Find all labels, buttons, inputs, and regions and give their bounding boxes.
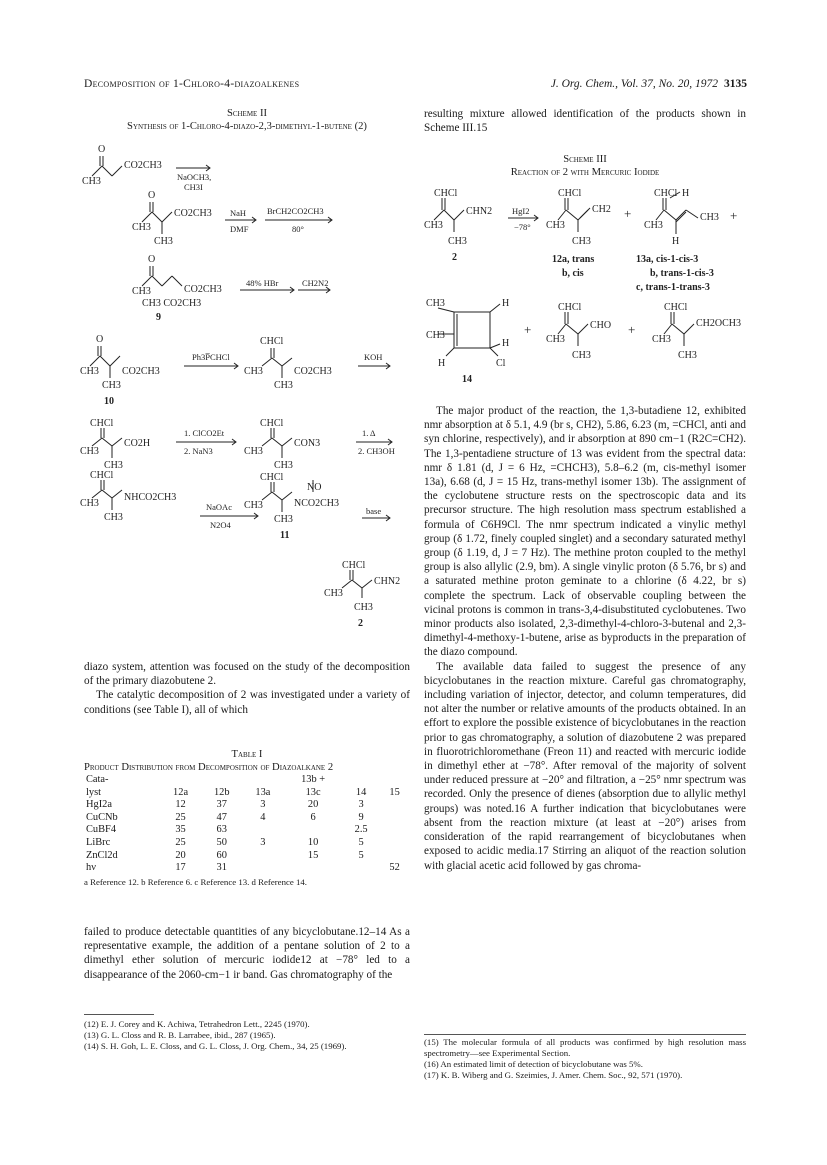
- methyl-label: CH3: [244, 446, 263, 457]
- methyl-label: CH3: [132, 286, 151, 297]
- table-cell: [243, 862, 284, 875]
- methyl-label: CH3: [274, 380, 293, 391]
- table-header-cell: 12b: [213, 786, 230, 798]
- methyl-label: CH3: [644, 220, 663, 231]
- methyl-label: CH3: [426, 298, 445, 309]
- methyl-label: CH3: [424, 220, 443, 231]
- table-cell: 25: [175, 811, 186, 823]
- carbonyl-oxygen: O: [96, 334, 104, 345]
- table-cell: 63: [216, 824, 227, 836]
- reagent-methanol: 2. CH3OH: [358, 446, 395, 456]
- table-row: [84, 862, 410, 875]
- journal-name: J. Org. Chem., Vol. 37, No. 20, 1972: [550, 78, 718, 90]
- table-header-cell: 15: [389, 786, 400, 798]
- table-cell: CuCNb: [86, 811, 118, 823]
- table-cell: [379, 824, 410, 837]
- table-cell: [243, 850, 284, 863]
- table-i-title: Product Distribution from Decomposition of Diazoalkane 2: [84, 762, 334, 773]
- table-header-row: [84, 774, 410, 799]
- compound-2-label: 2: [358, 618, 363, 629]
- vinyl-chloride-label: CHCl: [654, 188, 678, 199]
- scheme-iii-diagram: [424, 184, 746, 406]
- vinyl-chloride-label: CHCl: [90, 470, 114, 481]
- product-distribution-table: [84, 774, 410, 875]
- footnote-14: (14) S. H. Goh, L. E. Closs, and G. L. Closs, J. Org. Chem., 34, 25 (1969).: [84, 1041, 347, 1051]
- table-cell: 15: [307, 849, 319, 861]
- methyl-label: CH3: [132, 222, 151, 233]
- table-row: [84, 824, 410, 837]
- methyl-label: CH3: [700, 212, 719, 223]
- methyl-label: CH3: [274, 514, 293, 525]
- table-cell: LiBrc: [86, 836, 111, 848]
- page-number: 3135: [724, 78, 747, 90]
- compound-12-label: 12a, trans: [552, 254, 595, 265]
- footnote-13: (13) G. L. Closs and R. B. Larrabee, ibid., 287 (1965).: [84, 1030, 276, 1040]
- ester-label: CO2CH3: [124, 160, 162, 171]
- footnote-rule: [84, 1014, 154, 1015]
- vinyl-chloride-label: CHCl: [664, 302, 688, 313]
- footnote-17: (17) K. B. Wiberg and G. Szeimies, J. Amer. Chem. Soc., 92, 571 (1970).: [424, 1070, 683, 1080]
- table-header-cell: 13a: [255, 786, 271, 798]
- table-cell: 10: [307, 836, 319, 848]
- footnote-16: (16) An estimated limit of detection of bicyclobutane was 5%.: [424, 1059, 643, 1069]
- compound-2-label: 2: [452, 252, 457, 263]
- carbonyl-oxygen: O: [98, 144, 106, 155]
- scheme-iii-block: [424, 153, 746, 179]
- reagent-heat: 1. Δ: [362, 428, 376, 438]
- table-cell: 37: [216, 799, 227, 811]
- compound-12b-label: b, cis: [562, 268, 584, 279]
- left-body-continued: [84, 925, 410, 982]
- running-header: [84, 78, 747, 96]
- left-footnotes: [84, 1008, 410, 1052]
- reagent-bromoacetate: BrCH2CO2CH3: [267, 206, 324, 216]
- diazo-label: CHN2: [374, 576, 401, 587]
- methyl-label: CH3: [324, 588, 343, 599]
- footnote-15: (15) The molecular formula of all products was confirmed by high resolution mass spectrometry—see Experimental Section.: [424, 1037, 746, 1058]
- ester-label: CO2CH3: [122, 366, 160, 377]
- reagent-koh: KOH: [364, 352, 383, 362]
- methyl-label: CH3: [546, 334, 565, 345]
- carbonyl-oxygen: O: [148, 190, 156, 201]
- compound-13-label: 13a, cis-1-cis-3: [636, 254, 699, 265]
- right-paragraph-2: The available data failed to suggest the presence of any bicyclobutanes in the reaction mixture. Careful gas chromatography, including variation of injector, detector, and column temperatures, did not alter the number or relative amounts of the products obtained. In an effort to explore the possible existence of bicyclobutanes in the reaction prior to gas chromatography, a solution of diazobutene 2 was prepared in fluorotrichloromethane (Freon 11) and reacted with mercuric iodide in dimethyl ether at −78°. After removal of the majority of solvent under reduced pressure at −20° and filtration, a −25° nmr spectrum was recorded. Only the presence of dienes (absorption due to allylic methyl groups) was noted.16 A further indication that bicyclobutanes were absent from the reaction mixture (at least at −20°) arises from consideration of the rapid rearrangement of bicyclobutanes when exposed to acidic media.17 Stirring an aliquot of the reaction solution with glacial acetic acid followed by gas chroma-: [424, 660, 746, 872]
- reagent-n2o4: N2O4: [210, 520, 231, 530]
- methyl-label: CH3: [82, 176, 101, 187]
- methyl-label: CH3: [104, 460, 123, 471]
- table-header-cell: Cata- lyst: [86, 774, 109, 798]
- table-cell: 47: [216, 811, 227, 823]
- reagent-azide: 2. NaN3: [184, 446, 213, 456]
- reagent-temperature: −78°: [514, 222, 531, 232]
- table-cell: 12: [175, 799, 186, 811]
- chlorine-label: Cl: [496, 358, 506, 369]
- methyl-label: CH3: [572, 236, 591, 247]
- methyl-label: CH3: [678, 350, 697, 361]
- reagent-dmf: DMF: [230, 224, 249, 234]
- methyl-label: CH3: [80, 366, 99, 377]
- methyl-label: CH3: [448, 236, 467, 247]
- methyl-label: CH3: [354, 602, 373, 613]
- table-cell: 6: [310, 811, 316, 823]
- table-cell: 3: [260, 799, 266, 811]
- table-cell: CuBF4: [86, 824, 117, 836]
- left-body: [84, 660, 410, 717]
- table-cell: [243, 824, 284, 837]
- nitroso-label: NO: [307, 482, 322, 493]
- acid-label: CO2H: [124, 438, 151, 449]
- scheme-ii-title: Synthesis of 1-Chloro-4-diazo-2,3-dimethyl-1-butene (2): [127, 121, 367, 132]
- table-row: [84, 799, 410, 812]
- methyl-label: CH3: [80, 498, 99, 509]
- vinyl-chloride-label: CHCl: [558, 188, 582, 199]
- ester-label: CO2CH3: [184, 284, 222, 295]
- table-cell: [379, 837, 410, 850]
- table-cell: 9: [358, 811, 364, 823]
- table-cell: ZnCl2d: [86, 849, 118, 861]
- table-cell: HgI2a: [86, 799, 112, 811]
- reagent-nah: NaH: [230, 208, 247, 218]
- scheme-iii-title: Reaction of 2 with Mercuric Iodide: [510, 167, 660, 178]
- table-cell: 60: [216, 849, 227, 861]
- methyl-label: CH3: [80, 446, 99, 457]
- vinyl-chloride-label: CHCl: [260, 336, 284, 347]
- ester-label: CO2CH3: [174, 208, 212, 219]
- vinyl-chloride-label: CHCl: [434, 188, 458, 199]
- plus-sign: +: [524, 322, 532, 337]
- aldehyde-label: CHO: [590, 320, 612, 331]
- compound-9-label: 9: [156, 312, 161, 323]
- methyl-label: CH3: [652, 334, 671, 345]
- compound-13c-label: c, trans-1-trans-3: [636, 282, 710, 293]
- hydrogen-label: H: [672, 236, 680, 247]
- journal-citation: [551, 78, 747, 90]
- right-top-text: [424, 107, 746, 135]
- scheme-ii-label: Scheme II: [226, 108, 268, 119]
- carbamate-label: NHCO2CH3: [124, 492, 177, 503]
- table-cell: 4: [260, 811, 266, 823]
- table-row: [84, 850, 410, 863]
- table-cell: 25: [175, 836, 186, 848]
- reagent-ylide: Ph3P̅CHCl: [192, 352, 230, 362]
- table-header-cell: 12a: [173, 786, 189, 798]
- methyl-label: CH3: [154, 236, 173, 247]
- azide-label: CON3: [294, 438, 321, 449]
- reagent-temp: 80°: [292, 224, 304, 234]
- table-body: [84, 799, 410, 875]
- plus-sign: +: [730, 208, 738, 223]
- methyl-label: CH3: [244, 366, 263, 377]
- table-row: [84, 812, 410, 825]
- methoxymethyl-label: CH2OCH3: [696, 318, 742, 329]
- table-cell: hν: [86, 862, 96, 874]
- left-paragraph-2: The catalytic decomposition of 2 was investigated under a variety of conditions (see Table I), all of which: [84, 689, 410, 716]
- table-cell: [283, 824, 343, 837]
- table-i-block: [84, 748, 410, 888]
- hydrogen-label: H: [682, 188, 690, 199]
- diazo-label: CHN2: [466, 206, 493, 217]
- methyl-label: CH3: [274, 460, 293, 471]
- right-paragraph-0: resulting mixture allowed identification of the products shown in Scheme III.15: [424, 108, 746, 135]
- right-footnotes: [424, 1030, 746, 1081]
- table-cell: 5: [358, 836, 364, 848]
- table-cell: 3: [358, 799, 364, 811]
- methyl-label: CH3: [102, 380, 121, 391]
- methyl-ester-label: CH3 CO2CH3: [142, 298, 202, 309]
- table-row: [84, 837, 410, 850]
- reagent-ch2n2: CH2N2: [302, 278, 329, 288]
- methyl-label: CH3: [572, 350, 591, 361]
- reagent-chloroformate: 1. ClCO2Et: [184, 428, 225, 438]
- right-paragraph-1: The major product of the reaction, the 1,3-butadiene 12, exhibited nmr absorption at δ 5.1, 4.9 (br s, CH2), 5.86, 6.23 (m, =CHCl, anti and syn chlorine, respectively), and ir absorption at 890 cm−1 (R2C=CH2). The 1,3-pentadiene structure of 13 was evident from the spectral data: nmr δ 1.81 (d, J = 6 Hz, =CHCH3), 5.8–6.2 (m, cis-methyl isomer 13a), 6.68 (d, J = 15 Hz, trans-methyl isomer 13b). The assignment of the cyclobutene structure rests on the spectroscopic data and its precursor structure. The high resolution mass spectrum established a formula of C6H9Cl. The nmr spectrum indicated a vinylic methyl group (δ 1.72, finely coupled singlet) and a secondary saturated methyl group (δ 1.19, d, J = 7 Hz). The methine proton coupled to the methyl group is also allylic (2.9, bm). A single vinylic proton (δ 5.76, br s) and a saturated methine proton geminate to a chlorine (δ 4.22, br s) complete the spectrum. Lack of observable coupling between the vicinal protons is common in trans-3,4-disubstituted cyclobutenes. Two minor products also isolated, 2,3-dimethyl-4-chloro-3-butenal and 2,3-dimethyl-4-methoxy-1-butene, arise as byproducts in the preparation of the diazo compound.: [424, 405, 746, 659]
- hydrogen-label: H: [438, 358, 446, 369]
- table-footnote: a Reference 12. b Reference 6. c Reference 13. d Reference 14.: [84, 876, 307, 887]
- plus-sign: +: [624, 206, 632, 221]
- plus-sign: +: [628, 322, 636, 337]
- reagent-hgi2: HgI2: [512, 206, 530, 216]
- methylene-label: CH2: [592, 204, 611, 215]
- table-cell: [283, 862, 343, 875]
- vinyl-chloride-label: CHCl: [90, 418, 114, 429]
- reagent-base: base: [366, 506, 382, 516]
- table-cell: [379, 799, 410, 812]
- table-cell: 20: [175, 849, 186, 861]
- ester-label: CO2CH3: [294, 366, 332, 377]
- footnote-rule: [424, 1034, 746, 1035]
- reagent-naoac: NaOAc: [206, 502, 232, 512]
- carbonyl-oxygen: O: [148, 254, 156, 265]
- table-cell: 31: [216, 862, 227, 874]
- methyl-label: CH3: [104, 512, 123, 523]
- nitroso-carbamate-label: NCO2CH3: [294, 498, 340, 509]
- left-paragraph-1: diazo system, attention was focused on the study of the decomposition of the primary diazobutene 2.: [84, 661, 410, 688]
- table-cell: 5: [358, 849, 364, 861]
- table-header-cell: 13b + 13c: [301, 774, 326, 798]
- table-cell: 3: [260, 836, 266, 848]
- left-paragraph-3: failed to produce detectable quantities of any bicyclobutane.12–14 As a representative example, the addition of a pentane solution of 2 to a dimethyl ether solution of mercuric iodide12 at −78° led to a disappearance of the 2060-cm−1 ir band. Gas chromatography of the: [84, 926, 410, 981]
- scheme-iii-label: Scheme III: [563, 154, 607, 165]
- compound-11-label: 11: [280, 530, 290, 541]
- hydrogen-label: H: [502, 338, 510, 349]
- right-body: [424, 404, 746, 873]
- scheme-ii-diagram: [80, 138, 412, 668]
- table-cell: [379, 812, 410, 825]
- reagent-ch3i: CH3I: [184, 182, 203, 192]
- table-header-cell: 14: [355, 786, 367, 798]
- reagent-hbr: 48% HBr: [246, 278, 279, 288]
- table-cell: 52: [389, 862, 400, 874]
- compound-14-label: 14: [462, 374, 472, 385]
- reagent-naoch3: NaOCH3,: [177, 172, 212, 182]
- table-cell: [379, 850, 410, 863]
- table-cell: 2.5: [354, 824, 368, 836]
- vinyl-chloride-label: CHCl: [260, 418, 284, 429]
- vinyl-chloride-label: CHCl: [260, 472, 284, 483]
- scheme-ii-block: [84, 107, 410, 133]
- table-cell: 35: [175, 824, 186, 836]
- table-cell: 50: [216, 836, 227, 848]
- table-i-label: Table I: [231, 749, 263, 760]
- table-cell: 20: [307, 799, 319, 811]
- methyl-label: CH3: [426, 330, 445, 341]
- vinyl-chloride-label: CHCl: [558, 302, 582, 313]
- compound-10-label: 10: [104, 396, 114, 407]
- table-cell: 17: [175, 862, 186, 874]
- footnote-12: (12) E. J. Corey and K. Achiwa, Tetrahedron Lett., 2245 (1970).: [84, 1019, 310, 1029]
- vinyl-chloride-label: CHCl: [342, 560, 366, 571]
- methyl-label: CH3: [546, 220, 565, 231]
- running-title: Decomposition of 1-Chloro-4-diazoalkenes: [84, 78, 300, 90]
- hydrogen-label: H: [502, 298, 510, 309]
- compound-13b-label: b, trans-1-cis-3: [650, 268, 714, 279]
- table-cell: [343, 862, 379, 875]
- methyl-label: CH3: [244, 500, 263, 511]
